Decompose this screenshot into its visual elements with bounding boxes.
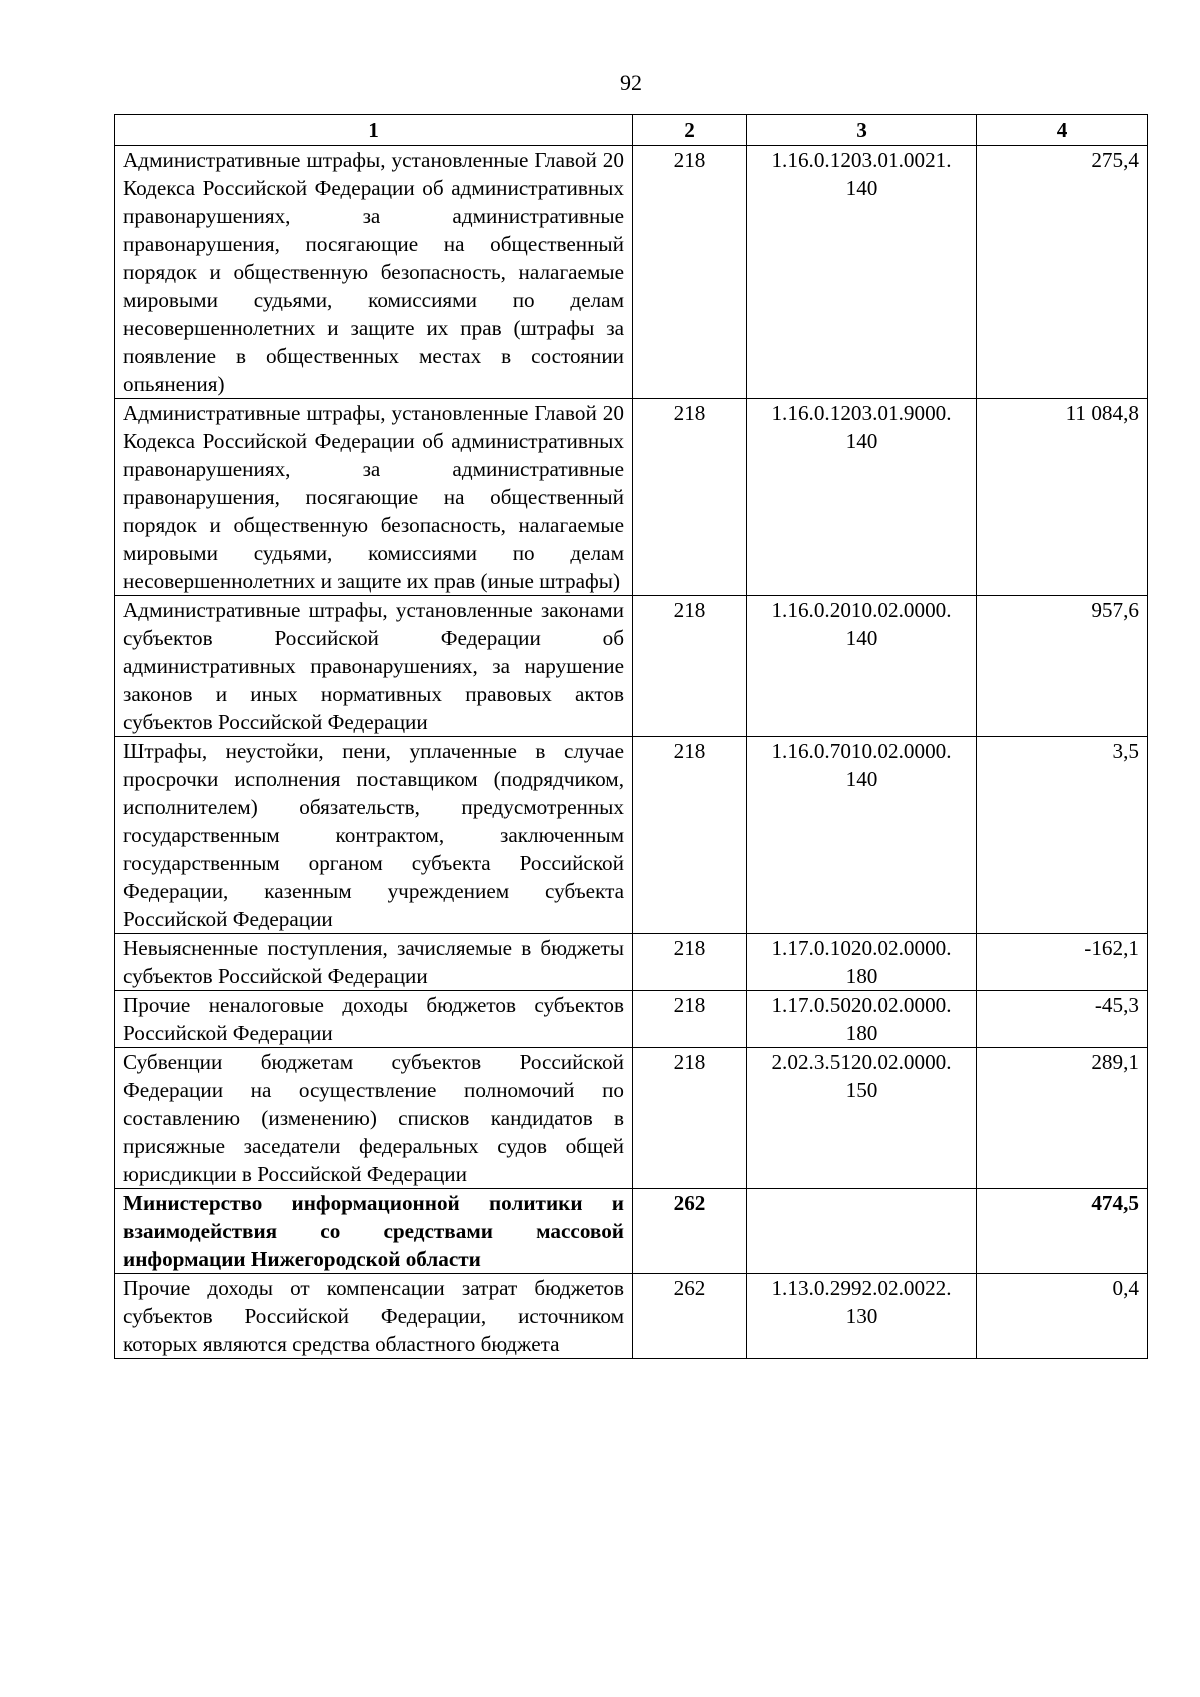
row-budget-code: 2.02.3.5120.02.0000. 150 [747,1048,977,1189]
table-row [115,399,1148,596]
table-row [115,934,1148,991]
row-amount: 0,4 [977,1274,1148,1359]
row-name: Невыясненные поступления, зачисляемые в бюджеты субъектов Российской Федерации [115,934,633,991]
row-name: Административные штрафы, установленные Главой 20 Кодекса Российской Федерации об административных правонарушениях, за административные правонарушения, посягающие на общественный порядок и общественную безопасность, налагаемые мировыми судьями, комиссиями по делам несовершеннолетних и защите их прав (иные штрафы) [115,399,633,596]
row-amount: 11 084,8 [977,399,1148,596]
table-header-row [115,115,1148,146]
row-name: Прочие доходы от компенсации затрат бюджетов субъектов Российской Федерации, источником которых являются средства областного бюджета [115,1274,633,1359]
row-admin-code: 218 [633,1048,747,1189]
row-admin-code: 218 [633,991,747,1048]
table-row [115,146,1148,399]
row-admin-code: 262 [633,1189,747,1274]
row-amount: 275,4 [977,146,1148,399]
table-row [115,596,1148,737]
row-admin-code: 218 [633,596,747,737]
row-budget-code: 1.16.0.1203.01.9000. 140 [747,399,977,596]
row-budget-code: 1.16.0.1203.01.0021. 140 [747,146,977,399]
table-row-ministry [115,1189,1148,1274]
row-admin-code: 262 [633,1274,747,1359]
row-budget-code: 1.17.0.5020.02.0000. 180 [747,991,977,1048]
row-amount: 474,5 [977,1189,1148,1274]
row-amount: 289,1 [977,1048,1148,1189]
revenue-table [114,114,1148,1359]
header-col-2: 2 [633,115,747,146]
header-col-1: 1 [115,115,633,146]
table-row [115,1048,1148,1189]
row-name: Министерство информационной политики и взаимодействия со средствами массовой информации Нижегородской области [115,1189,633,1274]
row-name: Административные штрафы, установленные законами субъектов Российской Федерации об административных правонарушениях, за нарушение законов и иных нормативных правовых актов субъектов Российской Федерации [115,596,633,737]
row-name: Субвенции бюджетам субъектов Российской Федерации на осуществление полномочий по составлению (изменению) списков кандидатов в присяжные заседатели федеральных судов общей юрисдикции в Российской Федерации [115,1048,633,1189]
table-row [115,1274,1148,1359]
row-amount: 3,5 [977,737,1148,934]
table-row [115,737,1148,934]
page-number: 92 [620,70,642,95]
row-admin-code: 218 [633,737,747,934]
row-name: Штрафы, неустойки, пени, уплаченные в случае просрочки исполнения поставщиком (подрядчиком, исполнителем) обязательств, предусмотренных государственным контрактом, заключенным государственным органом субъекта Российской Федерации, казенным учреждением субъекта Российской Федерации [115,737,633,934]
row-amount: -162,1 [977,934,1148,991]
row-budget-code: 1.16.0.2010.02.0000. 140 [747,596,977,737]
row-name: Административные штрафы, установленные Главой 20 Кодекса Российской Федерации об административных правонарушениях, за административные правонарушения, посягающие на общественный порядок и общественную безопасность, налагаемые мировыми судьями, комиссиями по делам несовершеннолетних и защите их прав (штрафы за появление в общественных местах в состоянии опьянения) [115,146,633,399]
row-budget-code: 1.13.0.2992.02.0022. 130 [747,1274,977,1359]
row-budget-code [747,1189,977,1274]
row-amount: 957,6 [977,596,1148,737]
row-name: Прочие неналоговые доходы бюджетов субъектов Российской Федерации [115,991,633,1048]
header-col-4: 4 [977,115,1148,146]
row-admin-code: 218 [633,934,747,991]
row-admin-code: 218 [633,146,747,399]
table-row [115,991,1148,1048]
row-amount: -45,3 [977,991,1148,1048]
row-admin-code: 218 [633,399,747,596]
row-budget-code: 1.16.0.7010.02.0000. 140 [747,737,977,934]
row-budget-code: 1.17.0.1020.02.0000. 180 [747,934,977,991]
header-col-3: 3 [747,115,977,146]
